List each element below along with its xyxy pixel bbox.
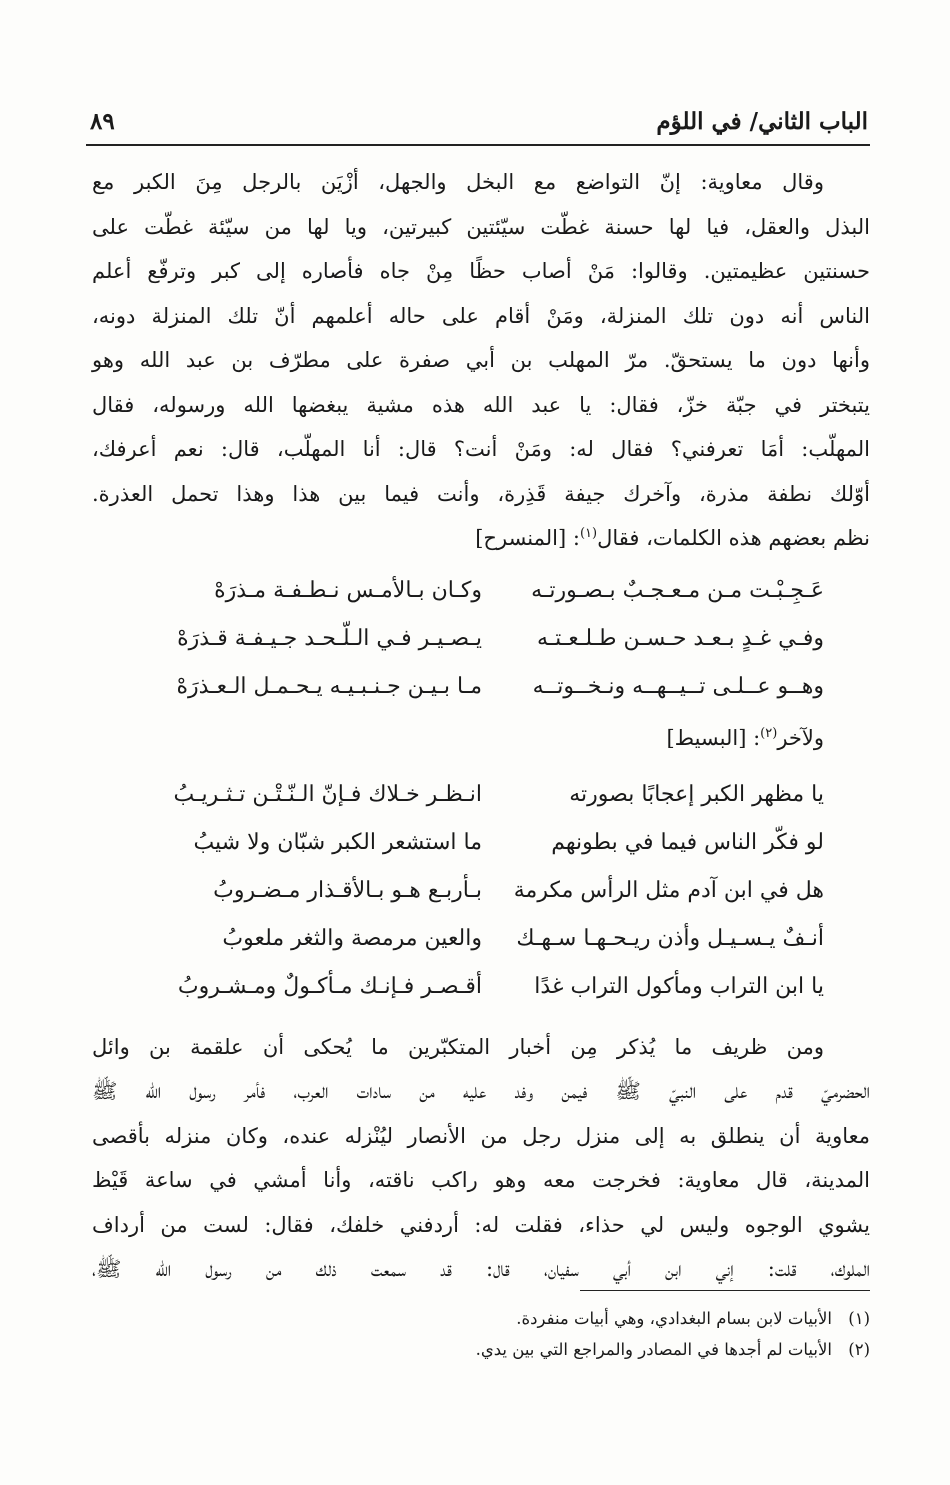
text-line: أوّلك نطفة مذرة، وآخرك جيفة قَذِرة، وأنت فيما بين هذا وهذا تحمل العذرة. xyxy=(92,481,870,506)
hemistich-second: والعين مرمصة والثغر ملعوبُ xyxy=(222,925,482,951)
text-line: حسنتين عظيمتين. وقالوا: مَنْ أصاب حظًا مِنْ جاه فأصاره إلى كبر وترفّع أعلم xyxy=(92,259,870,283)
verse xyxy=(92,867,870,915)
text-line: المهلّب: أمَا تعرفني؟ فقال له: ومَنْ أنت؟ قال: أنا المهلّب، قال: نعم أعرفك، xyxy=(92,437,870,461)
text-line: وقال معاوية: إنّ التواضع مع البخل والجهل، أزْيَن بالرجل مِنَ الكبر مع xyxy=(92,170,824,194)
page-number: ٨٩ xyxy=(90,108,115,135)
paragraph-2 xyxy=(92,1025,870,1292)
footnote-text: الأبيات لم أجدها في المصادر والمراجع التي بين يدي. xyxy=(475,1340,832,1359)
page-body xyxy=(92,160,870,1292)
verse xyxy=(92,663,870,711)
poem-2-intro: ولآخر$^{(٢)}$: [البسيط] xyxy=(666,725,824,750)
text-line: ومن ظريف ما يُذكر مِن أخبار المتكبّرين ما يُحكى أن علقمة بن وائل xyxy=(92,1034,824,1059)
hemistich-first: يا ابن التراب ومأكول التراب غدًا xyxy=(534,973,824,999)
verse xyxy=(92,567,870,615)
verse xyxy=(92,819,870,867)
running-title: الباب الثاني/ في اللؤم xyxy=(656,108,868,135)
verse xyxy=(92,963,870,1011)
paragraph-1 xyxy=(92,160,870,561)
hemistich-first: عَـجِـبْـت مـن مـعـجـبٌ بـصـورتـه xyxy=(531,577,824,603)
header-rule xyxy=(86,144,870,146)
footnote-ref-2: (٢) xyxy=(760,725,778,741)
text-line: يتبختر في جبّة خزّ، فقال: يا عبد الله هذه مشية يبغضها الله ورسوله، فقال xyxy=(92,392,870,417)
poem-2 xyxy=(92,771,870,1011)
hemistich-first: وهــو عــلـى تــيــهــه ونـخــوتــه xyxy=(532,673,824,699)
verse xyxy=(92,915,870,963)
text-line: يشوي الوجوه وليس لي حذاء، فقلت له: أردفني خلفك، فقال: لست من أرداف xyxy=(92,1212,870,1237)
text-line: نظم بعضهم هذه الكلمات، فقال$^{(١)}$: [المنسرح] xyxy=(475,526,870,550)
text-line: معاوية أن ينطلق به إلى منزل رجل من الأنصار ليُنْزله عنده، وكان منزله بأقصى xyxy=(92,1123,870,1148)
hemistich-second: ما استشعر الكبر شبّان ولا شيبُ xyxy=(193,829,482,855)
verse xyxy=(92,771,870,819)
text-line: المدينة، قال معاوية: فخرجت معه وهو راكب ناقته، وأنا أمشي في ساعة قَيْظ xyxy=(92,1168,870,1192)
footnote-number: (٢) xyxy=(848,1340,870,1359)
hemistich-second: أقـصـر فـإنـك مـأكـولٌ ومـشـروبُ xyxy=(177,973,482,999)
hemistich-first: وفـي غـدٍ بـعـد حـسـن طـلـعـتـه xyxy=(536,625,824,651)
hemistich-second: بـأربـع هـو بـالأقـذار مـضـروبُ xyxy=(213,877,482,903)
hemistich-second: وكـان بـالأمـس نـطـفـة مـذرَهْ xyxy=(214,577,482,603)
hemistich-first: هل في ابن آدم مثل الرأس مكرمة xyxy=(513,877,824,903)
poem-1 xyxy=(92,567,870,711)
text-line: وأنها دون ما يستحقّ. مرّ المهلب بن أبي صفرة على مطرّف بن عبد الله وهو xyxy=(92,348,870,372)
running-header xyxy=(90,108,868,135)
hemistich-second: يـصـيـر فـي الـلّـحـد جـيـفـة قـذرَهْ xyxy=(177,625,482,651)
footnote-2 xyxy=(200,1334,870,1365)
footnote-text: الأبيات لابن بسام البغدادي، وهي أبيات منفردة. xyxy=(516,1309,832,1328)
footnotes xyxy=(200,1303,870,1365)
hemistich-first: أنـفٌ يـسـيـل وأذن ريـحـهـا سـهـك xyxy=(516,925,824,951)
hemistich-second: انـظـر خـلاك فـإنّ الـنّـتْـن تـثـريـبُ xyxy=(173,781,482,807)
text-line: الحضرميّ قدم على النبيّ ﷺ فيمن وفد عليه من سادات العرب، فأمر رسول الله ﷺ xyxy=(92,1079,870,1103)
footnote-ref-1: (١) xyxy=(579,526,598,541)
hemistich-first: يا مظهر الكبر إعجابًا بصورته xyxy=(569,781,824,807)
footnote-1 xyxy=(200,1303,870,1334)
text-line: الناس أنه دون تلك المنزلة، ومَنْ أقام على حاله أعلمهم أنّ تلك المنزلة دونه، xyxy=(92,303,870,328)
text-line: الملوك، قلت: إني ابن أبي سفيان، قال: قد سمعت ذلك من رسول الله ﷺ، xyxy=(92,1257,870,1281)
footnote-rule xyxy=(580,1290,870,1291)
footnote-number: (١) xyxy=(848,1309,870,1328)
text-line: البذل والعقل، فيا لها حسنة غطّت سيّئتين كبيرتين، ويا لها من سيّئة غطّت على xyxy=(92,214,870,239)
verse xyxy=(92,615,870,663)
hemistich-second: مـا بـيـن جـنـبـيـه يـحـمـل الـعـذرَهْ xyxy=(176,673,482,699)
hemistich-first: لو فكّر الناس فيما في بطونهم xyxy=(551,829,824,855)
